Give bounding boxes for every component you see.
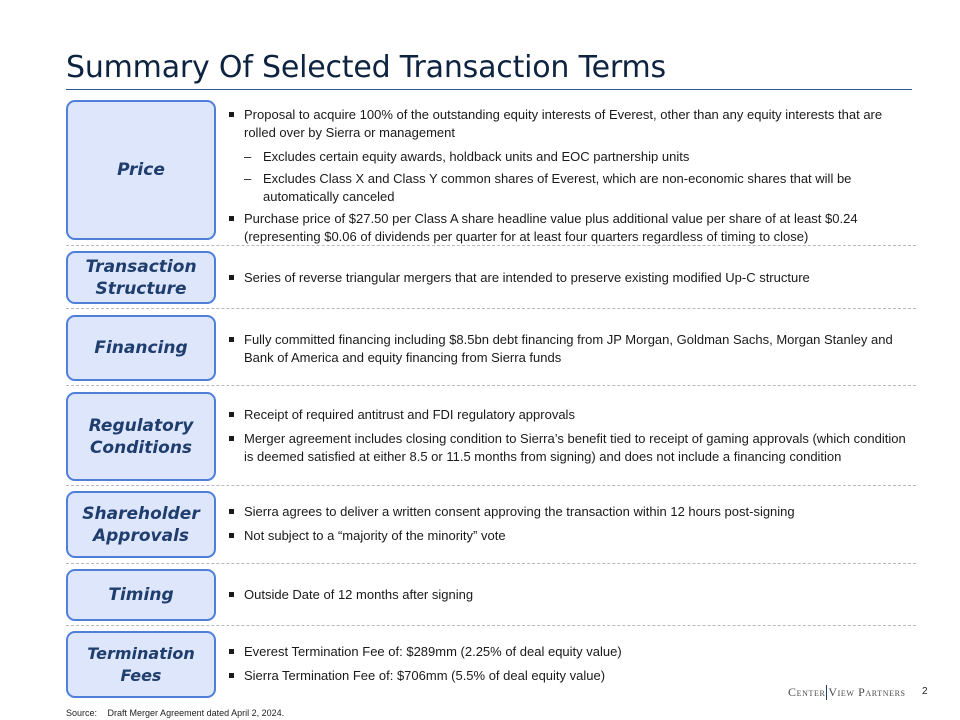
sub-list-item: – Excludes Class X and Class Y common shares of Everest, which are non-economic shares that will be automatically canceled	[228, 170, 916, 206]
logo-text-left: Center	[788, 685, 826, 699]
page-number: 2	[922, 686, 928, 697]
list-item: Everest Termination Fee of: $289mm (2.25% of deal equity value)	[228, 643, 916, 661]
company-logo	[788, 685, 906, 700]
section-divider	[66, 245, 916, 246]
section-divider	[66, 563, 916, 564]
list-item: Series of reverse triangular mergers that are intended to preserve existing modified Up-C structure	[228, 269, 916, 287]
section-content-timing	[228, 586, 916, 604]
source-text: Draft Merger Agreement dated April 2, 2024.	[107, 708, 285, 718]
source-note	[66, 708, 292, 718]
section-divider	[66, 625, 916, 626]
source-label: Source:	[66, 708, 98, 718]
logo-divider	[826, 685, 827, 700]
list-item: Sierra Termination Fee of: $706mm (5.5% of deal equity value)	[228, 667, 916, 685]
page-title: Summary Of Selected Transaction Terms	[66, 50, 666, 85]
section-content-financing	[228, 331, 916, 367]
logo-text-right: View Partners	[828, 685, 906, 699]
section-label-price: Price	[66, 100, 216, 240]
sub-list-item: – Excludes certain equity awards, holdback units and EOC partnership units	[228, 148, 916, 166]
section-content-transaction-structure	[228, 269, 916, 287]
section-content-price	[228, 106, 916, 246]
section-label-termination-fees: Termination Fees	[66, 631, 216, 698]
list-item: Sierra agrees to deliver a written consent approving the transaction within 12 hours post-signing	[228, 503, 916, 521]
list-item: Merger agreement includes closing condition to Sierra’s benefit tied to receipt of gaming approvals (which condition is deemed satisfied at either 8.5 or 11.5 months from signing) and does not include a financing condition	[228, 430, 916, 466]
section-divider	[66, 485, 916, 486]
section-label-financing: Financing	[66, 315, 216, 381]
section-content-termination-fees	[228, 643, 916, 685]
list-item: Not subject to a “majority of the minority” vote	[228, 527, 916, 545]
list-item: Fully committed financing including $8.5bn debt financing from JP Morgan, Goldman Sachs, Morgan Stanley and Bank of America and equity financing from Sierra funds	[228, 331, 916, 367]
list-item: Proposal to acquire 100% of the outstanding equity interests of Everest, other than any equity interests that are rolled over by Sierra or management	[228, 106, 916, 142]
section-label-transaction-structure: Transaction Structure	[66, 251, 216, 304]
section-divider	[66, 385, 916, 386]
list-item: Receipt of required antitrust and FDI regulatory approvals	[228, 406, 916, 424]
section-content-regulatory-conditions	[228, 406, 916, 466]
list-item: Outside Date of 12 months after signing	[228, 586, 916, 604]
title-underline	[66, 89, 912, 90]
section-label-timing: Timing	[66, 569, 216, 621]
section-label-regulatory-conditions: Regulatory Conditions	[66, 392, 216, 481]
section-content-shareholder-approvals	[228, 503, 916, 545]
section-divider	[66, 308, 916, 309]
section-label-shareholder-approvals: Shareholder Approvals	[66, 491, 216, 558]
list-item: Purchase price of $27.50 per Class A share headline value plus additional value per share of at least $0.24 (representing $0.06 of dividends per quarter for at least four quarters regardless of timing to close)	[228, 210, 916, 246]
